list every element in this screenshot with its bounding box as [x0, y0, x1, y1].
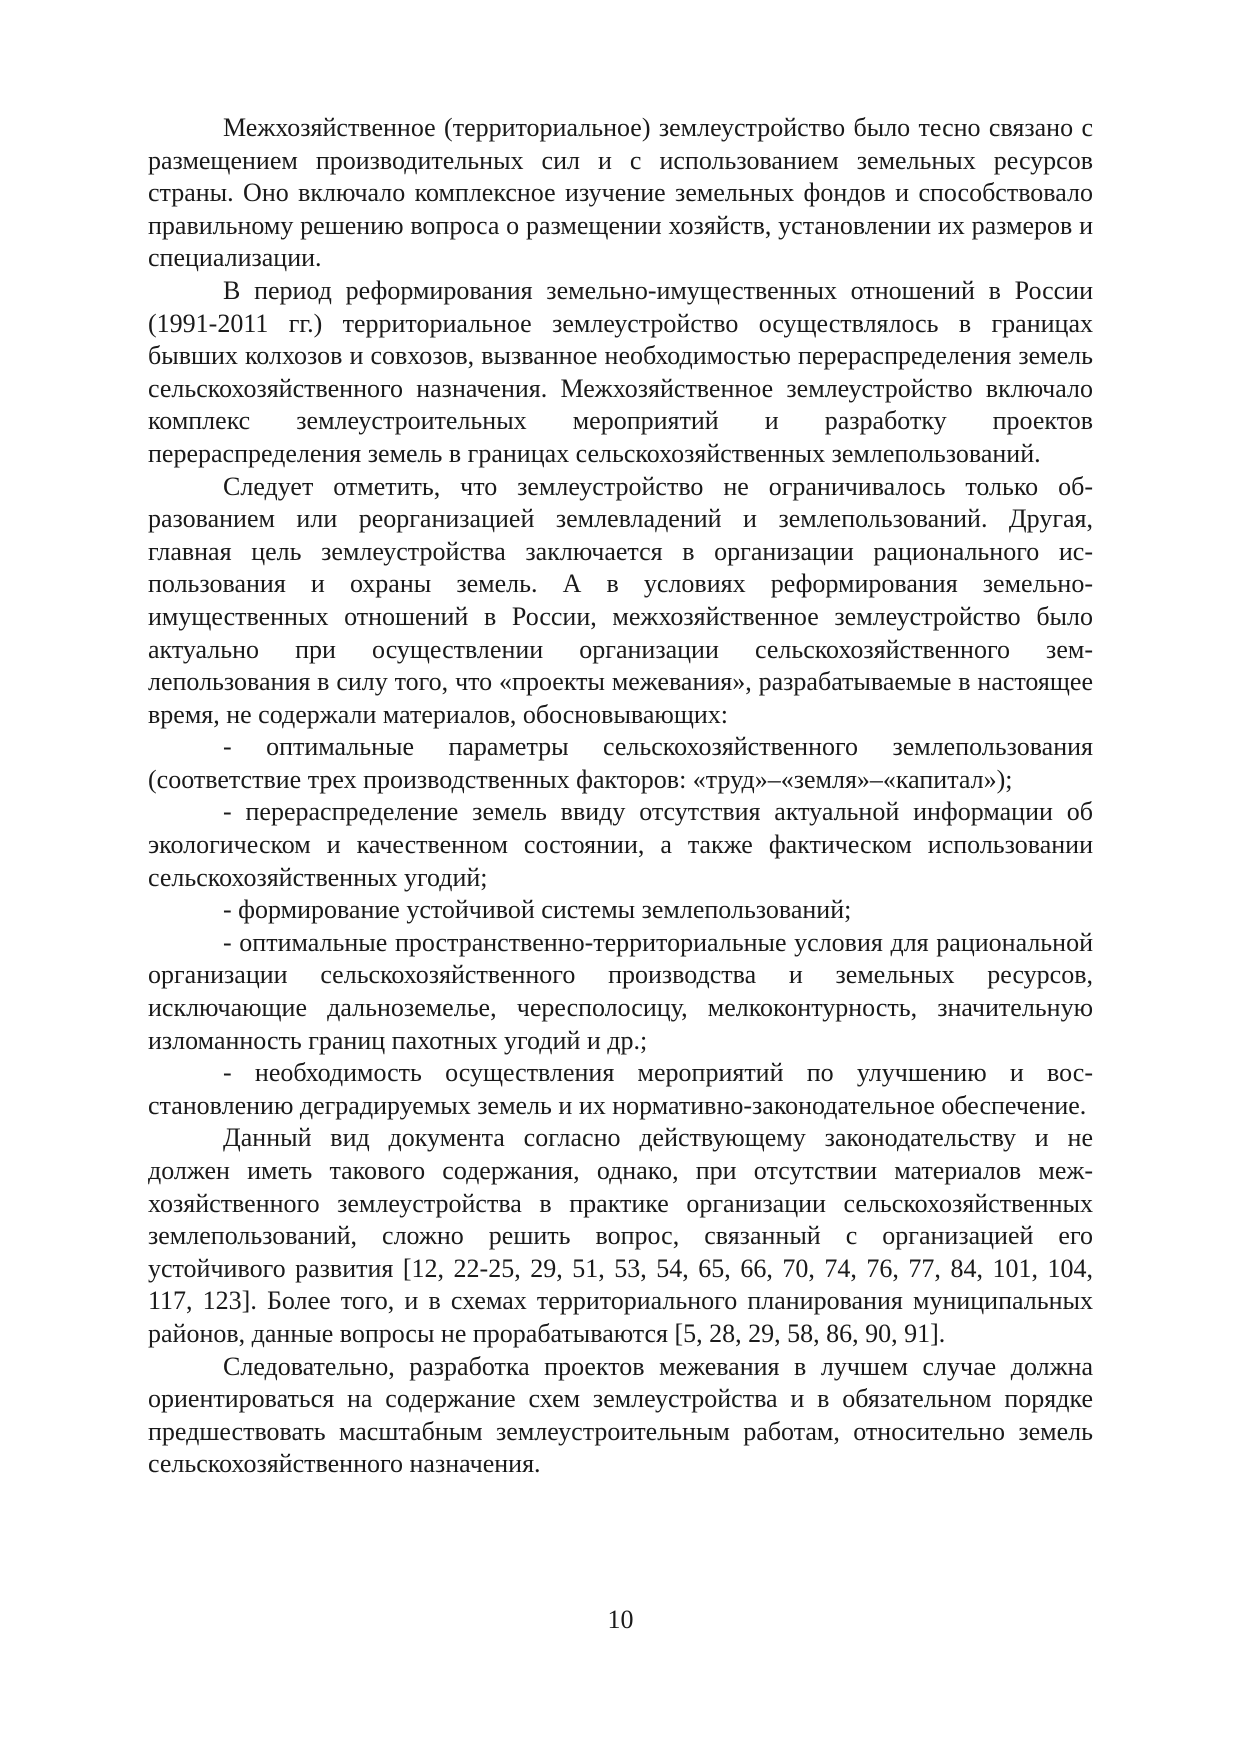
list-item-land-redistribution: - перераспределение земель ввиду отсутствия актуальной информации об экологическом и качественном состоянии, а также фактическом использовании сельскохозяйственных угодий;: [148, 797, 1093, 892]
list-item-optimal-parameters: - оптимальные параметры сельскохозяйственного землепользования (соответствие трех производственных факторов: «труд»–«земля»–«капитал»);: [148, 732, 1093, 794]
document-page: [148, 112, 1093, 1481]
list-item-sustainable-system: - формирование устойчивой системы землепользований;: [223, 895, 852, 925]
list-item-spatial-conditions: - оптимальные пространственно-территориальные условия для рациональной организации сельскохозяйственного производства и земельных ресурсов, исключающие дальноземелье, чересполосицу, мелкоконтурность, значительную изломанность границ пахотных угодий и др.;: [148, 927, 1093, 1055]
paragraph-conclusion: Следовательно, разработка проектов межевания в лучшем случае должна ориентироваться на содержание схем землеустройства и в обязательном порядке предшествовать масштабным землеустроительным работам, относительно земель сельскохозяйственного назначения.: [148, 1351, 1093, 1479]
paragraph-land-management-goal: Следует отметить, что землеустройство не ограничивалось только образованием или реорганизацией землевладений и землепользований. Другая, главная цель землеустройства заключается в организации рационального использования и охраны земель. А в условиях реформирования земельно-имущественных отношений в России, межхозяйственное землеустройство было актуально при осуществлении организации сельскохозяйственного землепользования в силу того, что «проекты межевания», разрабатываемые в настоящее время, не содержали материалов, обосновывающих:: [148, 471, 1093, 729]
page-number: 10: [607, 1605, 634, 1634]
paragraph-reform-period: В период реформирования земельно-имущественных отношений в России (1991-2011 гг.) территориальное землеустройство осуществлялось в границах бывших колхозов и совхозов, вызванное необходимостью перераспределения земель сельскохозяйственного назначения. Межхозяйственное землеустройство включало комплекс землеустроительных мероприятий и разработку проектов перераспределения земель в границах сельскохозяйственных землепользований.: [148, 275, 1093, 468]
paragraph-document-type: Данный вид документа согласно действующему законодательству и не должен иметь такового содержания, однако, при отсутствии материалов межхозяйственного землеустройства в практике организации сельскохозяйственных землепользований, сложно решить вопрос, связанный с организацией его устойчивого развития [12, 22-25, 29, 51, 53, 54, 65, 66, 70, 74, 76, 77, 84, 101, 104, 117, 123]. Более того, и в схемах территориального планирования муниципальных районов, данные вопросы не прорабатываются [5, 28, 29, 58, 86, 90, 91].: [148, 1123, 1093, 1348]
list-item-land-restoration: - необходимость осуществления мероприятий по улучшению и восстановлению деградируемых земель и их нормативно-законодательное обеспечение.: [148, 1058, 1093, 1120]
paragraph-interfarm-land-management: Межхозяйственное (территориальное) землеустройство было тесно связано с размещением производительных сил и с использованием земельных ресурсов страны. Оно включало комплексное изучение земельных фондов и способствовало правильному решению вопроса о размещении хозяйств, установлении их размеров и специализации.: [148, 113, 1093, 273]
